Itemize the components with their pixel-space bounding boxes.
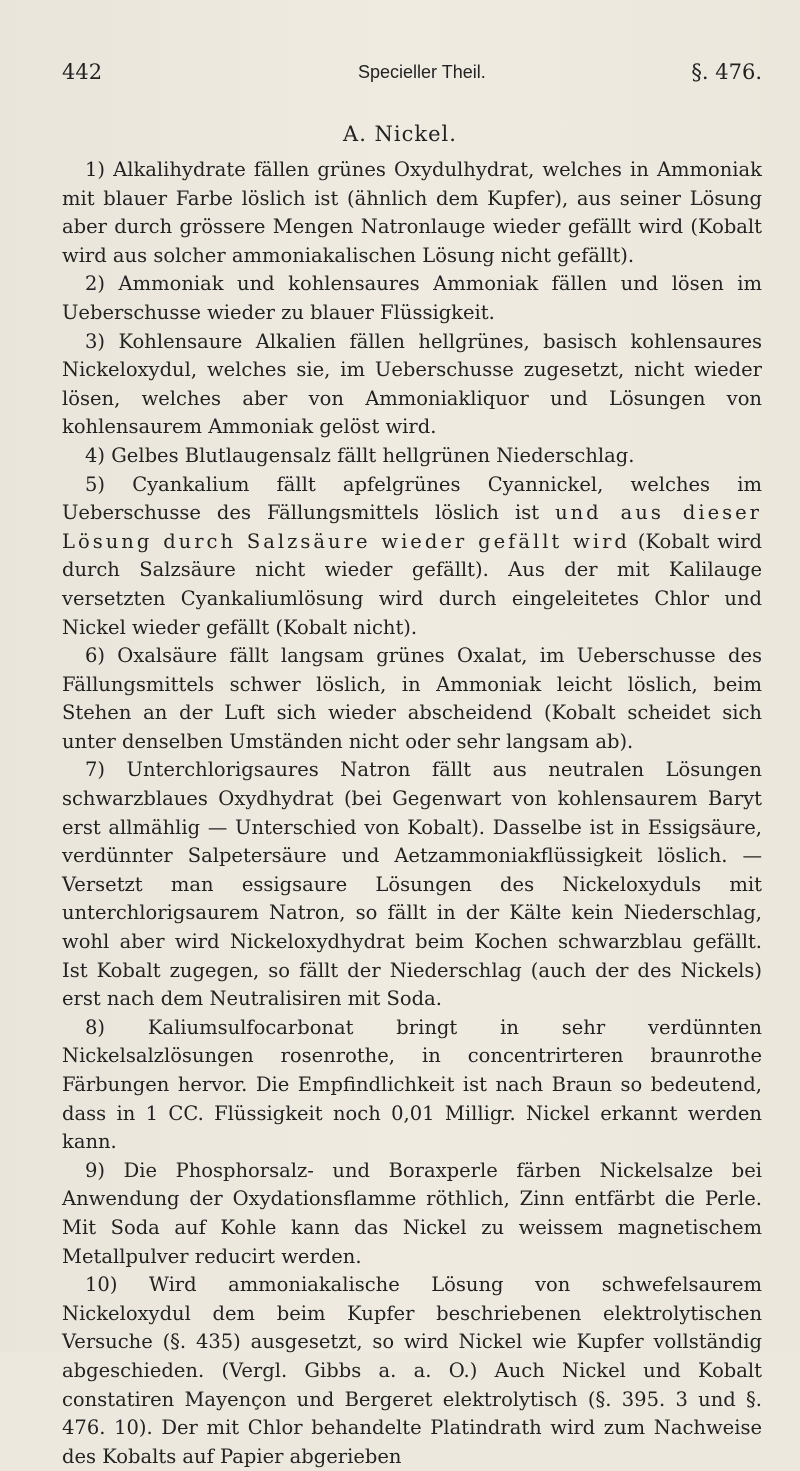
running-title: Specieller Theil.	[358, 62, 486, 82]
page-header	[62, 60, 762, 90]
paragraph-5	[62, 471, 762, 643]
paragraph-8: 8) Kaliumsulfocarbonat bringt in sehr verdünnten Nickelsalzlösungen rosenrothe, in concentrirteren braunrothe Färbungen hervor. Die Empfindlichkeit ist nach Braun so bedeutend, dass in 1 CC. Flüssigkeit noch 0,01 Milligr. Nickel erkannt werden kann.	[62, 1015, 762, 1154]
paragraph-2: 2) Ammoniak und kohlensaures Ammoniak fällen und lösen im Ueberschusse wieder zu blauer Flüssigkeit.	[62, 272, 762, 324]
page-number: 442	[62, 60, 103, 84]
paragraph-10: 10) Wird ammoniakalische Lösung von schwefelsaurem Nickeloxydul dem beim Kupfer beschriebenen elektrolytischen Versuche (§. 435) ausgesetzt, so wird Nickel wie Kupfer vollständig abgeschieden. (Vergl. Gibbs a. a. O.) Auch Nickel und Kobalt constatiren Mayençon und Bergeret elektrolytisch (§. 395. 3 und §. 476. 10). Der mit Chlor behandelte Platindrath wird zum Nachweise des Kobalts auf Papier abgerieben	[62, 1273, 762, 1468]
paragraph-3: 3) Kohlensaure Alkalien fällen hellgrünes, basisch kohlensaures Nickeloxydul, welches sie, im Ueberschusse zugesetzt, nicht wieder lösen, welches aber von Ammoniakliquor und Lösungen von kohlensaurem Ammoniak gelöst wird.	[62, 329, 762, 439]
paragraph-5-part-b: (Kobalt wird durch Salzsäure nicht wieder gefällt). Aus der mit Kalilauge versetzten Cyankaliumlösung wird durch eingeleitetes Chlor und Nickel wieder gefällt (Kobalt nicht).	[62, 529, 763, 639]
paragraph-7: 7) Unterchlorigsaures Natron fällt aus neutralen Lösungen schwarzblaues Oxydhydrat (bei Gegenwart von kohlensaurem Baryt erst allmählig — Unterschied von Kobalt). Dasselbe ist in Essigsäure, verdünnter Salpetersäure und Aetzammoniakflüssigkeit löslich. — Versetzt man essigsaure Lösungen des Nickeloxyduls mit unterchlorigsaurem Natron, so fällt in der Kälte kein Niederschlag, wohl aber wird Nickeloxydhydrat beim Kochen schwarzblau gefällt. Ist Kobalt zugegen, so fällt der Niederschlag (auch der des Nickels) erst nach dem Neutralisiren mit Soda.	[62, 758, 762, 1011]
paragraph-5-emphasis: und aus dieser Lösung durch Salzsäure wieder gefällt wird	[62, 501, 762, 553]
paragraph-5-part-a: 5) Cyankalium fällt apfelgrünes Cyannickel, welches im Ueberschusse des Fällungsmittels löslich ist	[62, 472, 762, 525]
paragraph-9: 9) Die Phosphorsalz- und Boraxperle färben Nickelsalze bei Anwendung der Oxydationsflamme röthlich, Zinn entfärbt die Perle. Mit Soda auf Kohle kann das Nickel zu weissem magnetischem Metallpulver reducirt werden.	[62, 1158, 762, 1268]
section-number: §. 476.	[691, 60, 762, 84]
paragraph-6: 6) Oxalsäure fällt langsam grünes Oxalat, im Ueberschusse des Fällungsmittels schwer löslich, in Ammoniak leicht löslich, beim Stehen an der Luft sich wieder abscheidend (Kobalt scheidet sich unter denselben Umständen nicht oder sehr langsam ab).	[62, 644, 762, 753]
paragraph-4: 4) Gelbes Blutlaugensalz fällt hellgrünen Niederschlag.	[85, 443, 635, 467]
section-heading: A. Nickel.	[343, 122, 457, 146]
paragraph-1: 1) Alkalihydrate fällen grünes Oxydulhydrat, welches in Ammoniak mit blauer Farbe löslich ist (ähnlich dem Kupfer), aus seiner Lösung aber durch grössere Mengen Natronlauge wieder gefällt wird (Kobalt wird aus solcher ammoniakalischen Lösung nicht gefällt).	[62, 158, 762, 267]
body-text	[62, 156, 762, 1471]
